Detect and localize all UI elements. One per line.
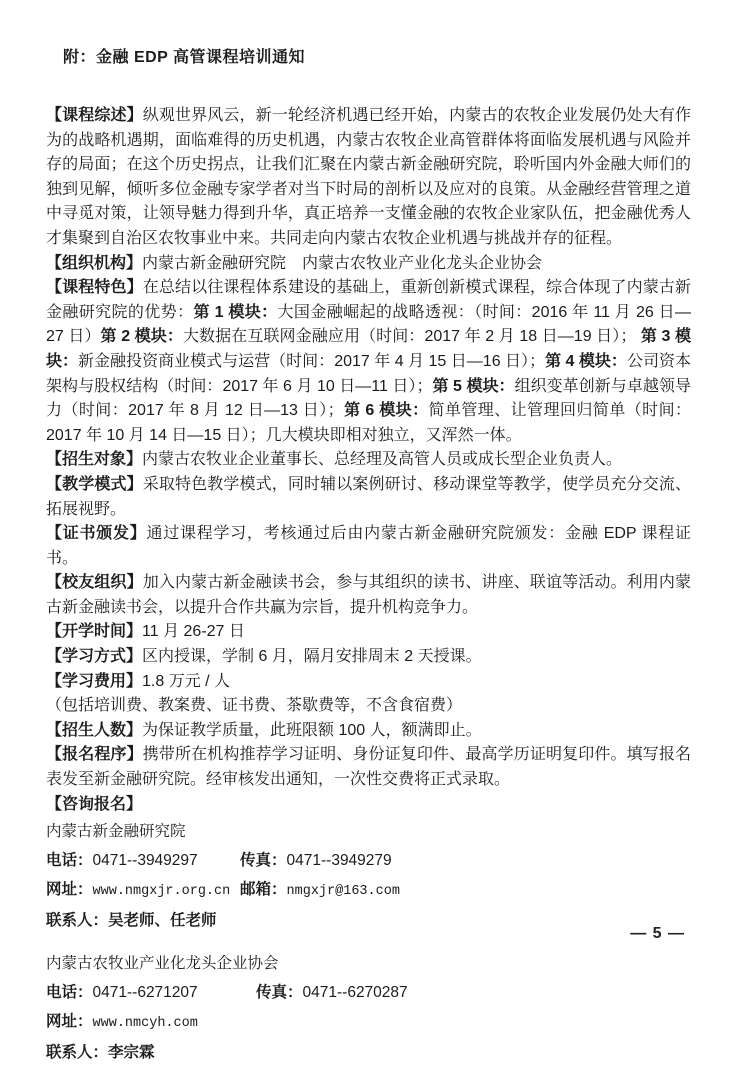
body-text: 简单管理、让管理回归简单（时间：2017 年 10 月 14 日—15 日）；几大模块即相对独立，又浑然一体。 [46,402,691,444]
body-text: 纵观世界风云，新一轮经济机遇已经开始，内蒙古的农牧企业发展仍处大有作为的战略机遇期，面临难得的历史机遇，内蒙古农牧企业高管群体将面临发展机遇与风险并存的局面；在这个历史拐点，让我们汇聚在内蒙古新金融研究院，聆听国内外金融大师们的独到见解，倾听多位金融专家学者对当下时局的剖析以及应对的良策。从金融经营管理之道中寻觅对策，让领导魅力得到升华，真正培养一支懂金融的农牧企业家队伍，把金融优秀人才集聚到自治区农牧事业中来。共同走向内蒙古农牧企业机遇与挑战并存的征程。 [46,107,691,247]
paragraph [46,448,691,473]
contact-field-value: 李宗霖 [108,1044,155,1062]
paragraph [46,670,691,695]
contact-block [46,817,691,935]
body-text: 新金融投资商业模式与运营（时间：2017 年 4 月 15 日—16 日）； [78,352,546,370]
contact-row [46,846,691,875]
body-text: 在总结以往课程体系建设的基础上，重新创新模式课程，综合体现了内蒙古新金融研究院的优势： [46,279,691,321]
section-label: 【招生对象】 [46,451,143,469]
paragraph [46,522,691,571]
contact-cell [256,984,408,1001]
contact-cell [240,852,392,869]
contact-field-label: 传真： [240,852,287,870]
section-label: 【咨询报名】 [46,795,143,813]
contact-cell [46,846,240,875]
contact-cell [46,912,217,929]
contact-field-value: www.nmgxjr.org.cn [92,884,231,900]
section-label: 【教学模式】 [46,475,143,493]
contact-cell [240,881,400,898]
contact-field-value: 0471--6270287 [302,984,408,1002]
contact-field-value: www.nmcyh.com [92,1016,198,1032]
page-number: — 5 — [630,925,685,942]
body-text: 11 月 26-27 日 [142,623,245,641]
section-label: 第 4 模块： [545,352,627,370]
section-label: 【课程综述】 [46,107,143,124]
contact-field-label: 网址： [46,881,93,899]
contact-cell [46,875,240,906]
body-text: 携带所在机构推荐学习证明、身份证复印件、最高学历证明复印件。填写报名表发至新金融研究院。经审核发出通知，一次性交费将正式录取。 [46,746,691,789]
page-title: 附：金融 EDP 高管课程培训通知 [63,49,306,66]
paragraph [46,694,691,719]
section-label: 【组织机构】 [46,254,143,272]
body-text: 通过课程学习，考核通过后由内蒙古新金融研究院颁发：金融 EDP 课程证书。 [46,525,691,567]
body-text: 大数据在互联网金融应用（时间：2017 年 2 月 18 日—19 日）； [182,328,641,346]
section-label: 【课程特色】 [46,279,143,297]
paragraph [46,719,691,744]
paragraph [46,620,691,645]
contact-row [46,906,691,935]
paragraph [46,743,691,792]
body-text: 内蒙古新金融研究院 内蒙古农牧业产业化龙头企业协会 [142,254,543,272]
body-text: 大国金融崛起的战略透视：（时间：2016 年 11 月 26 日—27 日） [46,303,691,346]
contact-field-value: 0471--3949297 [92,852,198,870]
body-text: 加入内蒙古新金融读书会，参与其组织的读书、讲座、联谊等活动。利用内蒙古新金融读书会，以提升合作共赢为宗旨，提升机构竞争力。 [46,574,691,616]
contact-field-label: 联系人： [46,912,109,930]
section-label: 【学习方式】 [46,648,143,666]
contact-field-label: 电话： [46,984,93,1002]
body-text: 1.8 万元 / 人 [142,672,231,690]
organization-name: 内蒙古新金融研究院 [46,823,186,841]
section-label: 第 1 模块： [193,303,278,321]
body-text: 公司资本架构与股权结构（时间：2017 年 6 月 10 日—11 日）； [46,352,691,395]
contact-field-value: 0471--6271207 [92,984,198,1002]
section-label: 【证书颁发】 [46,525,147,543]
contact-row [46,1007,691,1038]
organization-name: 内蒙古农牧业产业化龙头企业协会 [46,955,279,973]
body-text: 组织变革创新与卓越领导力（时间：2017 年 8 月 12 日—13 日）； [46,377,691,420]
body-text: 区内授课，学制 6 月，隔月安排周末 2 天授课。 [142,648,482,666]
section-label: 【学习费用】 [46,672,143,690]
contact-cell [46,1044,155,1061]
section-label: 第 2 模块： [100,328,183,346]
paragraph [46,473,691,522]
paragraph [46,104,691,252]
body-text: （包括培训费、教案费、证书费、茶歇费等，不含食宿费） [46,697,463,715]
contact-field-value: 0471--3949279 [286,852,392,870]
contact-field-label: 邮箱： [240,881,287,899]
contact-cell [46,978,256,1007]
paragraph [46,645,691,670]
section-label: 第 5 模块： [432,377,515,395]
contact-row [46,875,691,906]
paragraph [46,571,691,620]
contact-field-label: 电话： [46,852,93,870]
section-label: 第 6 模块： [343,402,429,420]
section-label: 【开学时间】 [46,623,143,641]
body-text: 内蒙古农牧业企业董事长、总经理及高管人员或成长型企业负责人。 [142,451,623,469]
contact-field-value: nmgxjr@163.com [286,884,400,900]
paragraph [46,252,691,277]
contact-row [46,1038,691,1067]
contact-cell [46,1013,198,1030]
contact-block [46,949,691,1067]
body-text: 采取特色教学模式，同时辅以案例研讨、移动课堂等教学，使学员充分交流、拓展视野。 [46,475,691,518]
paragraphs [46,104,691,817]
paragraph [46,276,691,448]
contact-row [46,978,691,1007]
contact-field-value: 吴老师、任老师 [108,912,217,930]
section-label: 【校友组织】 [46,574,143,592]
contact-field-label: 网址： [46,1013,93,1031]
contacts-section [46,817,691,1067]
contact-field-label: 联系人： [46,1044,109,1062]
section-label: 【招生人数】 [46,721,143,739]
contact-field-label: 传真： [256,984,303,1002]
section-label: 第 3 模块： [46,328,691,370]
paragraph [46,793,691,818]
body-text: 为保证教学质量，此班限额 100 人，额满即止。 [142,721,482,739]
section-label: 【报名程序】 [46,746,143,764]
